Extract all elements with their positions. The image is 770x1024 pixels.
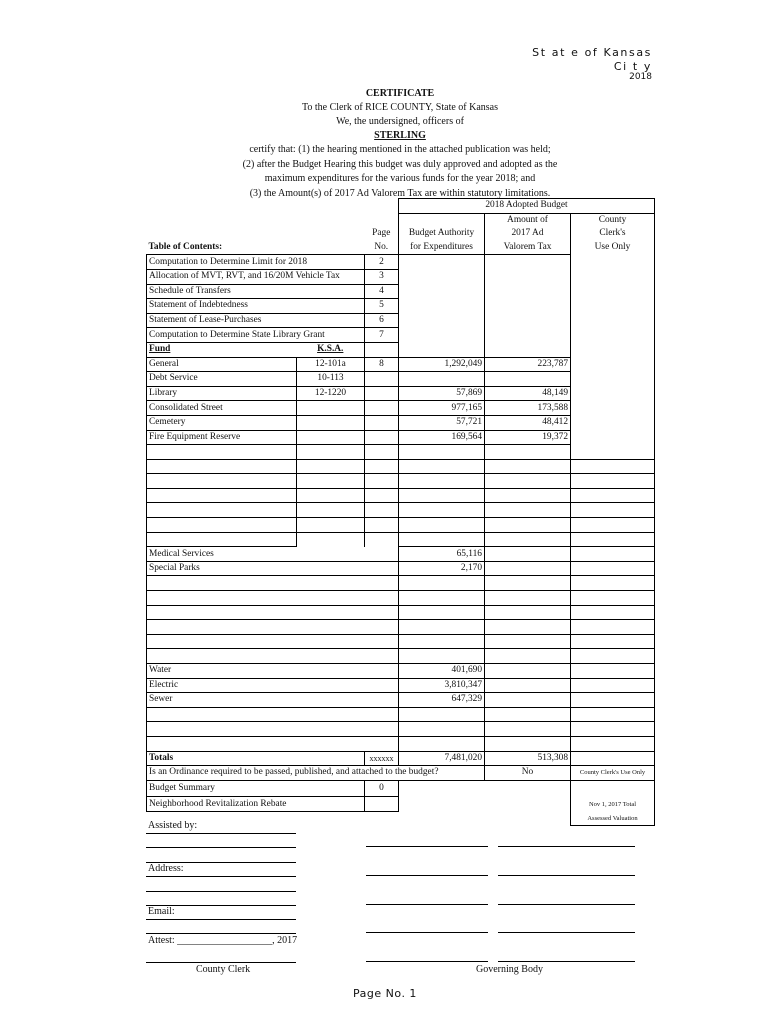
table-row [147, 518, 655, 533]
table-row [147, 386, 655, 401]
fund-name: General [147, 357, 297, 372]
toc-item: Allocation of MVT, RVT, and 16/20M Vehicle Tax [147, 269, 365, 284]
fund-page [365, 430, 399, 445]
county-col-header-3: Use Only [571, 241, 655, 255]
fund-name: Water [147, 664, 399, 679]
table-row [147, 605, 655, 620]
table-row [147, 620, 655, 635]
page-number: Page No. 1 [353, 987, 417, 1000]
table-row [147, 372, 655, 387]
table-row [147, 313, 655, 328]
fund-budget: 57,869 [399, 386, 485, 401]
budget-summary-page: 0 [365, 780, 399, 797]
table-row [147, 707, 655, 722]
address-line-2 [146, 891, 296, 892]
table-row [147, 532, 655, 547]
table-row [147, 664, 655, 679]
fund-tax: 223,787 [485, 357, 571, 372]
table-row [147, 401, 655, 416]
tax-col-header-2: 2017 Ad [485, 227, 571, 241]
fund-tax: 173,588 [485, 401, 571, 416]
table-row [147, 693, 655, 708]
table-row [147, 678, 655, 693]
assisted-by-line-2 [146, 847, 296, 848]
budget-col-header-1: Budget Authority [399, 227, 485, 241]
table-row [147, 328, 655, 343]
fund-budget: 57,721 [399, 415, 485, 430]
toc-item: Computation to Determine Limit for 2018 [147, 255, 365, 270]
fund-ksa: 12-1220 [297, 386, 365, 401]
fund-ksa [297, 401, 365, 416]
fund-name: Cemetery [147, 415, 297, 430]
toc-page: 4 [365, 284, 399, 299]
fund-budget: 65,116 [399, 547, 485, 562]
fund-budget: 169,564 [399, 430, 485, 445]
fund-budget: 2,170 [399, 561, 485, 576]
governing-sig-line [366, 875, 488, 876]
table-row [147, 561, 655, 576]
toc-item: Computation to Determine State Library Grant [147, 328, 365, 343]
fund-page [365, 401, 399, 416]
fund-name: Medical Services [147, 547, 399, 562]
governing-body-label: Governing Body [476, 964, 543, 975]
fund-page [365, 415, 399, 430]
fund-name: Debt Service [147, 372, 297, 387]
fund-budget [399, 372, 485, 387]
address-label: Address: [148, 863, 184, 874]
blank-rows-2 [147, 576, 655, 664]
governing-sig-line [498, 875, 635, 876]
year-label: 2018 [629, 72, 652, 82]
certificate-line5: maximum expenditures for the various funds for the year 2018; and [264, 173, 536, 184]
table-row [147, 722, 655, 737]
governing-sig-line [498, 961, 635, 962]
table-row [147, 445, 655, 460]
fund-name: Special Parks [147, 561, 399, 576]
fund-name: Sewer [147, 693, 399, 708]
certificate-title: CERTIFICATE [365, 88, 435, 99]
county-col-header-2: Clerk's [571, 227, 655, 241]
fund-page [365, 386, 399, 401]
toc-page: 6 [365, 313, 399, 328]
county-use-label: County Clerk's Use Only [571, 766, 655, 781]
page-col-header-1: Page [365, 227, 399, 241]
table-row [147, 576, 655, 591]
governing-sig-line [366, 904, 488, 905]
table-row [147, 269, 655, 284]
toc-page: 2 [365, 255, 399, 270]
fund-tax [485, 372, 571, 387]
table-row [147, 430, 655, 445]
budget-table [146, 198, 655, 826]
fund-name: Consolidated Street [147, 401, 297, 416]
fund-rows-3 [147, 664, 655, 708]
fund-header: Fund [147, 342, 297, 357]
toc-item: Statement of Indebtedness [147, 299, 365, 314]
assisted-by-label: Assisted by: [148, 820, 198, 831]
municipality-name: STERLING [374, 130, 426, 141]
ordinance-question: Is an Ordinance required to be passed, published, and attached to the budget? [147, 766, 485, 781]
budget-summary-label: Budget Summary [147, 780, 365, 797]
fund-name: Electric [147, 678, 399, 693]
city-label: Ci t y [613, 60, 652, 73]
county-clerk-line [146, 962, 296, 963]
certificate-line1: To the Clerk of RICE COUNTY, State of Kansas [301, 102, 499, 113]
fund-page: 8 [365, 357, 399, 372]
email-line-2 [146, 933, 296, 934]
fund-page [365, 372, 399, 387]
table-row [147, 736, 655, 751]
totals-row [147, 751, 655, 766]
governing-sig-line [498, 846, 635, 847]
valuation-label-1: Nov 1, 2017 Total [571, 797, 655, 812]
tax-col-header-1: Amount of [485, 213, 571, 227]
toc-label: Table of Contents: [147, 241, 365, 255]
toc-page: 5 [365, 299, 399, 314]
table-row [147, 459, 655, 474]
fund-ksa: 12-101a [297, 357, 365, 372]
tax-col-header-3: Valorem Tax [485, 241, 571, 255]
table-row [147, 357, 655, 372]
table-row [147, 299, 655, 314]
fund-ksa [297, 430, 365, 445]
fund-budget: 401,690 [399, 664, 485, 679]
address-line [146, 876, 296, 877]
nrr-label: Neighborhood Revitalization Rebate [147, 797, 365, 812]
page-col-header-2: No. [365, 241, 399, 255]
blank-rows-3 [147, 707, 655, 751]
certificate-line4: (2) after the Budget Hearing this budget was duly approved and adopted as the [242, 159, 558, 170]
ksa-header: K.S.A. [317, 344, 344, 355]
email-label: Email: [148, 906, 175, 917]
table-row [147, 547, 655, 562]
attest-label: Attest: ___________________, 2017 [148, 935, 298, 946]
county-clerk-label: County Clerk [196, 964, 251, 975]
table-row [147, 415, 655, 430]
fund-budget: 977,165 [399, 401, 485, 416]
table-row [147, 634, 655, 649]
certificate-line2: We, the undersigned, officers of [336, 116, 464, 127]
totals-tax: 513,308 [485, 751, 571, 766]
toc-page: 7 [365, 328, 399, 343]
fund-ksa [297, 415, 365, 430]
fund-name: Library [147, 386, 297, 401]
blank-rows-1 [147, 445, 655, 547]
toc-item: Schedule of Transfers [147, 284, 365, 299]
totals-page: xxxxxx [365, 751, 399, 766]
table-row [147, 255, 655, 270]
fund-tax: 19,372 [485, 430, 571, 445]
state-label: St at e of Kansas [532, 46, 652, 59]
governing-sig-line [498, 904, 635, 905]
table-row [147, 474, 655, 489]
fund-tax: 48,412 [485, 415, 571, 430]
email-line [146, 919, 296, 920]
budget-col-header-2: for Expenditures [399, 241, 485, 255]
totals-budget: 7,481,020 [399, 751, 485, 766]
governing-sig-line [498, 932, 635, 933]
toc-item: Statement of Lease-Purchases [147, 313, 365, 328]
totals-label: Totals [147, 751, 365, 766]
fund-rows-2 [147, 547, 655, 576]
nrr-row [147, 797, 655, 812]
adopted-budget-header: 2018 Adopted Budget [399, 199, 655, 214]
budget-summary-row [147, 780, 655, 797]
fund-tax: 48,149 [485, 386, 571, 401]
governing-sig-line [366, 846, 488, 847]
county-col-header-1: County [571, 213, 655, 227]
table-row [147, 503, 655, 518]
certificate-line3: certify that: (1) the hearing mentioned in the attached publication was held; [249, 144, 551, 155]
fund-budget: 1,292,049 [399, 357, 485, 372]
toc-rows [147, 255, 655, 343]
assisted-by-line [146, 833, 296, 834]
certificate-line6: (3) the Amount(s) of 2017 Ad Valorem Tax are within statutory limitations. [249, 188, 551, 199]
table-row [147, 488, 655, 503]
fund-ksa: 10-113 [297, 372, 365, 387]
fund-rows-1 [147, 357, 655, 445]
toc-page: 3 [365, 269, 399, 284]
table-row [147, 649, 655, 664]
fund-budget: 647,329 [399, 693, 485, 708]
ordinance-row [147, 766, 655, 781]
ordinance-answer: No [485, 766, 571, 781]
governing-sig-line [366, 932, 488, 933]
table-row [147, 591, 655, 606]
fund-name: Fire Equipment Reserve [147, 430, 297, 445]
table-row [147, 284, 655, 299]
valuation-label-2: Assessed Valuation [571, 811, 655, 825]
fund-budget: 3,810,347 [399, 678, 485, 693]
governing-sig-line [366, 961, 488, 962]
